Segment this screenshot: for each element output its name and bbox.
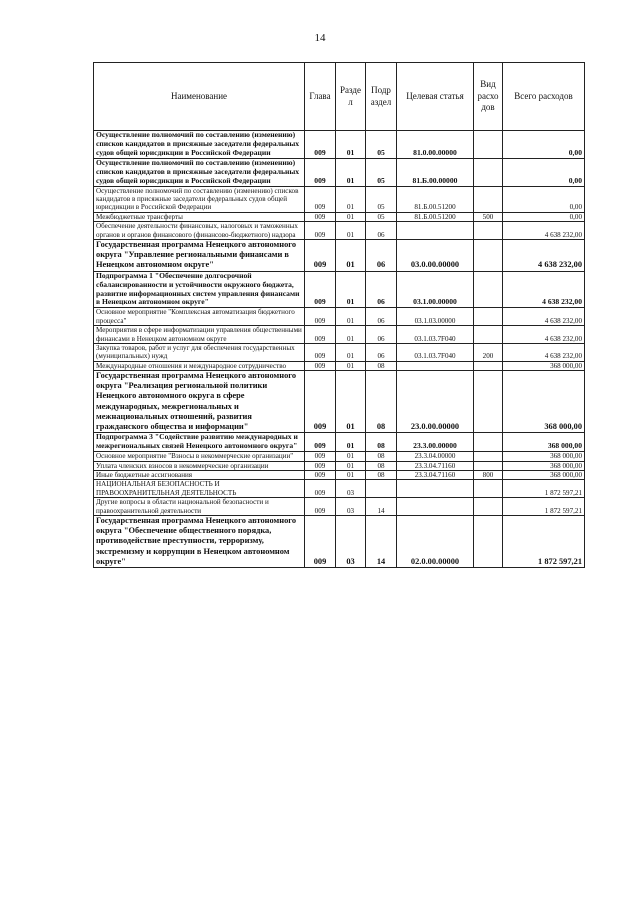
- cell-glava: 009: [305, 131, 336, 159]
- cell-vid: [474, 186, 503, 212]
- cell-vid: [474, 433, 503, 452]
- cell-podrazdel: 05: [366, 212, 397, 221]
- cell-total: 4 638 232,00: [503, 222, 585, 240]
- table-row: [94, 433, 585, 452]
- cell-razdel: 01: [336, 271, 366, 308]
- cell-name: Осуществление полномочий по составлению (изменению) списков кандидатов в присяжные заседатели федеральных судов общей юрисдикции в Российской Федерации: [94, 131, 305, 159]
- cell-target: 23.3.00.00000: [397, 433, 474, 452]
- cell-total: 0,00: [503, 186, 585, 212]
- cell-razdel: 01: [336, 186, 366, 212]
- cell-vid: [474, 361, 503, 370]
- cell-glava: 009: [305, 212, 336, 221]
- cell-name: Подпрограмма 1 "Обеспечение долгосрочной сбалансированности и устойчивости окружного бюджета, развитие информационных систем управления финансами в Ненецком автономном округе": [94, 271, 305, 308]
- column-header-podrazdel: Подр аздел: [366, 63, 397, 131]
- cell-total: 368 000,00: [503, 452, 585, 461]
- cell-vid: [474, 158, 503, 186]
- table-row: [94, 186, 585, 212]
- cell-target: 23.3.04.71160: [397, 461, 474, 470]
- cell-vid: [474, 452, 503, 461]
- cell-vid: 200: [474, 343, 503, 361]
- cell-razdel: 03: [336, 480, 366, 498]
- table-row: [94, 271, 585, 308]
- cell-podrazdel: 06: [366, 271, 397, 308]
- cell-razdel: 01: [336, 222, 366, 240]
- cell-vid: [474, 370, 503, 433]
- cell-vid: 500: [474, 212, 503, 221]
- cell-target: 03.1.00.00000: [397, 271, 474, 308]
- cell-name: Межбюджетные трансферты: [94, 212, 305, 221]
- cell-target: 03.1.03.00000: [397, 308, 474, 326]
- cell-total: 0,00: [503, 212, 585, 221]
- cell-name: Иные бюджетные ассигнования: [94, 471, 305, 480]
- cell-total: 368 000,00: [503, 370, 585, 433]
- cell-vid: [474, 480, 503, 498]
- cell-razdel: 01: [336, 212, 366, 221]
- table-row: [94, 498, 585, 516]
- cell-total: 368 000,00: [503, 471, 585, 480]
- cell-razdel: 01: [336, 239, 366, 271]
- table-row: [94, 212, 585, 221]
- cell-total: 368 000,00: [503, 433, 585, 452]
- cell-total: 4 638 232,00: [503, 308, 585, 326]
- cell-vid: [474, 461, 503, 470]
- cell-name: Государственная программа Ненецкого автономного округа "Обеспечение общественного порядка, противодействие преступности, терроризму, экстремизму и коррупции в Ненецком автономном округе": [94, 515, 305, 567]
- cell-podrazdel: 06: [366, 222, 397, 240]
- cell-glava: 009: [305, 361, 336, 370]
- cell-podrazdel: 06: [366, 326, 397, 344]
- cell-target: [397, 222, 474, 240]
- cell-total: 0,00: [503, 131, 585, 159]
- table-row: [94, 239, 585, 271]
- table-row: [94, 158, 585, 186]
- cell-glava: 009: [305, 222, 336, 240]
- column-header-total: Всего расходов: [503, 63, 585, 131]
- cell-podrazdel: 14: [366, 498, 397, 516]
- cell-vid: [474, 131, 503, 159]
- cell-target: 81.Б.00.51200: [397, 212, 474, 221]
- cell-name: Другие вопросы в области национальной безопасности и правоохранительной деятельности: [94, 498, 305, 516]
- cell-name: Основное мероприятие "Взносы в некоммерческие организации": [94, 452, 305, 461]
- cell-target: 23.0.00.00000: [397, 370, 474, 433]
- cell-name: Мероприятия в сфере информатизации управления общественными финансами в Ненецком автономном округе: [94, 326, 305, 344]
- cell-total: 1 872 597,21: [503, 480, 585, 498]
- cell-razdel: 01: [336, 370, 366, 433]
- cell-razdel: 01: [336, 471, 366, 480]
- cell-total: 4 638 232,00: [503, 343, 585, 361]
- cell-glava: 009: [305, 158, 336, 186]
- cell-name: Уплата членских взносов в некоммерческие организации: [94, 461, 305, 470]
- table-row: [94, 370, 585, 433]
- cell-podrazdel: 08: [366, 361, 397, 370]
- cell-total: 4 638 232,00: [503, 239, 585, 271]
- cell-name: Обеспечение деятельности финансовых, налоговых и таможенных органов и органов финансового (финансово-бюджетного) надзора: [94, 222, 305, 240]
- budget-table: [93, 62, 585, 568]
- cell-target: 23.3.04.00000: [397, 452, 474, 461]
- cell-total: 0,00: [503, 158, 585, 186]
- cell-podrazdel: 06: [366, 343, 397, 361]
- cell-razdel: 03: [336, 515, 366, 567]
- cell-glava: 009: [305, 515, 336, 567]
- cell-total: 4 638 232,00: [503, 326, 585, 344]
- column-header-target: Целевая статья: [397, 63, 474, 131]
- cell-vid: [474, 239, 503, 271]
- cell-vid: 800: [474, 471, 503, 480]
- table-row: [94, 361, 585, 370]
- cell-target: 81.0.00.00000: [397, 131, 474, 159]
- cell-vid: [474, 515, 503, 567]
- table-row: [94, 131, 585, 159]
- cell-total: 368 000,00: [503, 461, 585, 470]
- cell-podrazdel: 05: [366, 186, 397, 212]
- cell-podrazdel: 06: [366, 239, 397, 271]
- cell-razdel: 01: [336, 361, 366, 370]
- cell-target: [397, 498, 474, 516]
- cell-vid: [474, 222, 503, 240]
- cell-razdel: 03: [336, 498, 366, 516]
- cell-razdel: 01: [336, 131, 366, 159]
- cell-target: 02.0.00.00000: [397, 515, 474, 567]
- cell-name: Закупка товаров, работ и услуг для обеспечения государственных (муниципальных) нужд: [94, 343, 305, 361]
- cell-podrazdel: 05: [366, 158, 397, 186]
- cell-target: 81.Б.00.51200: [397, 186, 474, 212]
- cell-razdel: 01: [336, 158, 366, 186]
- table-row: [94, 515, 585, 567]
- cell-vid: [474, 271, 503, 308]
- cell-target: [397, 361, 474, 370]
- cell-name: Государственная программа Ненецкого автономного округа "Управление региональными финансами в Ненецком автономном округе": [94, 239, 305, 271]
- cell-target: 03.0.00.00000: [397, 239, 474, 271]
- cell-razdel: 01: [336, 326, 366, 344]
- column-header-glava: Глава: [305, 63, 336, 131]
- cell-vid: [474, 326, 503, 344]
- cell-total: 1 872 597,21: [503, 498, 585, 516]
- cell-target: 03.1.03.7F040: [397, 326, 474, 344]
- cell-glava: 009: [305, 471, 336, 480]
- table-row: [94, 343, 585, 361]
- cell-vid: [474, 498, 503, 516]
- cell-podrazdel: 14: [366, 515, 397, 567]
- table-row: [94, 326, 585, 344]
- cell-razdel: 01: [336, 452, 366, 461]
- cell-razdel: 01: [336, 343, 366, 361]
- cell-total: 368 000,00: [503, 361, 585, 370]
- cell-glava: 009: [305, 370, 336, 433]
- table-row: [94, 452, 585, 461]
- cell-vid: [474, 308, 503, 326]
- cell-glava: 009: [305, 433, 336, 452]
- cell-name: НАЦИОНАЛЬНАЯ БЕЗОПАСНОСТЬ И ПРАВООХРАНИТЕЛЬНАЯ ДЕЯТЕЛЬНОСТЬ: [94, 480, 305, 498]
- cell-podrazdel: [366, 480, 397, 498]
- cell-podrazdel: 06: [366, 308, 397, 326]
- cell-podrazdel: 08: [366, 461, 397, 470]
- table-row: [94, 480, 585, 498]
- column-header-vid: Вид расхо дов: [474, 63, 503, 131]
- cell-glava: 009: [305, 326, 336, 344]
- cell-name: Осуществление полномочий по составлению (изменению) списков кандидатов в присяжные заседатели федеральных судов общей юрисдикции в Российской Федерации: [94, 158, 305, 186]
- cell-podrazdel: 08: [366, 471, 397, 480]
- column-header-razdel: Разде л: [336, 63, 366, 131]
- cell-glava: 009: [305, 343, 336, 361]
- cell-name: Осуществление полномочий по составлению (изменению) списков кандидатов в присяжные заседатели федеральных судов общей юрисдикции в Российской Федерации: [94, 186, 305, 212]
- table-row: [94, 471, 585, 480]
- cell-name: Подпрограмма 3 "Содействие развитию международных и межрегиональных связей Ненецкого автономного округа": [94, 433, 305, 452]
- cell-total: 4 638 232,00: [503, 271, 585, 308]
- cell-glava: 009: [305, 308, 336, 326]
- cell-target: 23.3.04.71160: [397, 471, 474, 480]
- cell-glava: 009: [305, 271, 336, 308]
- cell-name: Государственная программа Ненецкого автономного округа "Реализация региональной политики Ненецкого автономного округа в сфере международных, межрегиональных и межнациональных отношений, развития гражданского общества и информации": [94, 370, 305, 433]
- cell-podrazdel: 08: [366, 452, 397, 461]
- cell-name: Основное мероприятие "Комплексная автоматизация бюджетного процесса": [94, 308, 305, 326]
- cell-razdel: 01: [336, 308, 366, 326]
- cell-podrazdel: 08: [366, 433, 397, 452]
- cell-glava: 009: [305, 452, 336, 461]
- cell-podrazdel: 08: [366, 370, 397, 433]
- column-header-name: Наименование: [94, 63, 305, 131]
- cell-glava: 009: [305, 498, 336, 516]
- cell-razdel: 01: [336, 461, 366, 470]
- cell-glava: 009: [305, 461, 336, 470]
- table-row: [94, 222, 585, 240]
- cell-target: [397, 480, 474, 498]
- cell-podrazdel: 05: [366, 131, 397, 159]
- cell-glava: 009: [305, 186, 336, 212]
- page-number: 14: [314, 32, 326, 44]
- cell-glava: 009: [305, 239, 336, 271]
- cell-target: 81.Б.00.00000: [397, 158, 474, 186]
- cell-razdel: 01: [336, 433, 366, 452]
- cell-glava: 009: [305, 480, 336, 498]
- table-row: [94, 308, 585, 326]
- cell-total: 1 872 597,21: [503, 515, 585, 567]
- cell-name: Международные отношения и международное сотрудничество: [94, 361, 305, 370]
- table-header-row: [94, 63, 585, 131]
- table-row: [94, 461, 585, 470]
- cell-target: 03.1.03.7F040: [397, 343, 474, 361]
